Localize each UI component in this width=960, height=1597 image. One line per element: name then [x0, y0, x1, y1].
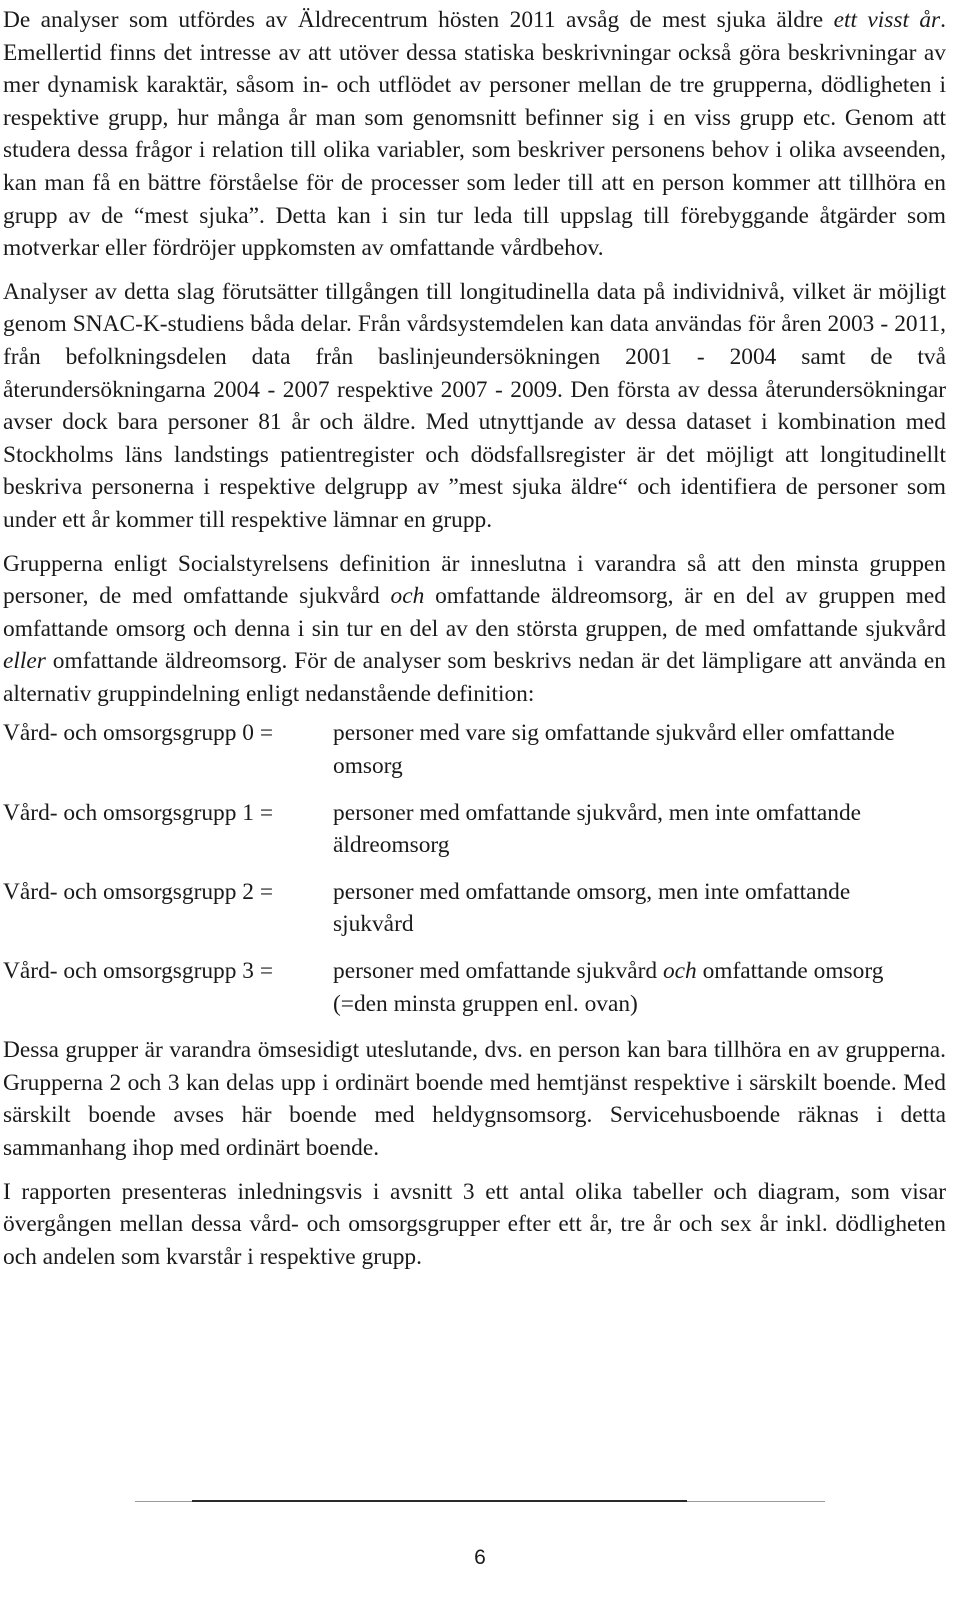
paragraph-group-text-b: omfattande äldreomsorg, är en del av gruppen med omfattande omsorg och denna i sin tur en del av den största gruppen, de med omfattande sjukvård	[3, 583, 946, 642]
definition-text-a: personer med omfattande sjukvård	[333, 958, 663, 985]
paragraph-intro-text-b: . Emellertid finns det intresse av att utöver dessa statiska beskrivningar också göra beskrivningar av mer dynamisk karaktär, såsom in- och utflödet av personer mellan de tre grupperna, dödligheten i respektive grupp, hur många år man som genomsnitt befinner sig i en viss grupp etc. Genom att studera dessa frågor i relation till olika variabler, som beskriver personens behov i olika avseenden, kan man få en bättre förståelse för de processer som leder till att en person kommer att tillhöra en grupp av de “mest sjuka”. Detta kan i sin tur leda till uppslag till förebyggande åtgärder som motverkar eller fördröjer uppkomsten av omfattande vårdbehov.	[3, 7, 946, 262]
paragraph-intro-text-a: De analyser som utfördes av Äldrecentrum hösten 2011 avsåg de mest sjuka äldre	[3, 7, 834, 33]
definition-emphasis-och: och	[662, 958, 697, 985]
definition-term: Vård- och omsorgsgrupp 1 =	[3, 799, 274, 826]
paragraph-group-emphasis-och: och	[390, 583, 425, 610]
paragraph-exclusive-groups: Dessa grupper är varandra ömsesidigt uteslutande, dvs. en person kan bara tillhöra en av grupperna. Grupperna 2 och 3 kan delas upp i ordinärt boende med hemtjänst respektive i särskilt boende. Med särskilt boende avses här boende med heldygnsomsorg. Servicehusboende räknas i detta sammanhang ihop med ordinärt boende.	[3, 1037, 946, 1161]
definition-term: Vård- och omsorgsgrupp 2 =	[3, 878, 274, 905]
definition-text: personer med omfattande omsorg, men inte omfattande sjukvård	[333, 878, 851, 938]
paragraph-report-overview: I rapporten presenteras inledningsvis i avsnitt 3 ett antal olika tabeller och diagram, som visar övergången mellan dessa vård- och omsorgsgrupper efter ett år, tre år och sex år inkl. dödligheten och andelen som kvarstår i respektive grupp.	[3, 1178, 946, 1270]
definition-text	[333, 955, 946, 1020]
footer-rule-dark	[192, 1500, 687, 1502]
definition-row-group-0	[3, 717, 946, 782]
page-number: 6	[474, 1546, 486, 1569]
definition-row-group-3	[3, 955, 946, 1020]
definition-row-group-2	[3, 876, 946, 941]
definition-text-b: omfattande omsorg (=den minsta gruppen enl. ovan)	[333, 958, 884, 1017]
paragraph-data-sources: Analyser av detta slag förutsätter tillgången till longitudinella data på individnivå, vilket är möjligt genom SNAC-K-studiens båda delar. Från vårdsystemdelen kan data användas för åren 2003 - 2011, från befolkningsdelen data från baslinjeundersökningen 2001 - 2004 samt de två återundersökningarna 2004 - 2007 respektive 2007 - 2009. Den första av dessa återundersökningar avser dock bara personer 81 år och äldre. Med utnyttjande av dessa dataset i kombination med Stockholms läns landstings patientregister och dödsfallsregister är det möjligt att longitudinellt beskriva personerna i respektive delgrupp av ”mest sjuka äldre“ och identifiera de personer som under ett år kommer till respektive lämnar en grupp.	[3, 278, 946, 533]
paragraph-group-text-a: Grupperna enligt Socialstyrelsens definition är inneslutna i varandra så att den minsta gruppen personer, de med omfattande sjukvård	[3, 550, 946, 610]
definition-row-group-1	[3, 797, 946, 862]
paragraph-intro-emphasis: ett visst år	[833, 7, 941, 33]
paragraph-group-text-c: omfattande äldreomsorg. För de analyser som beskrivs nedan är det lämpligare att använda en alternativ gruppindelning enligt nedanstående definition:	[3, 648, 946, 707]
definition-list	[3, 717, 946, 1020]
paragraph-group-definition	[3, 548, 946, 711]
paragraph-group-emphasis-eller: eller	[3, 648, 46, 675]
definition-term: Vård- och omsorgsgrupp 0 =	[3, 720, 274, 747]
definition-term: Vård- och omsorgsgrupp 3 =	[3, 958, 274, 985]
definition-text: personer med vare sig omfattande sjukvård eller omfattande omsorg	[333, 720, 895, 780]
paragraph-intro	[3, 4, 946, 265]
definition-text: personer med omfattande sjukvård, men inte omfattande äldreomsorg	[333, 799, 862, 859]
